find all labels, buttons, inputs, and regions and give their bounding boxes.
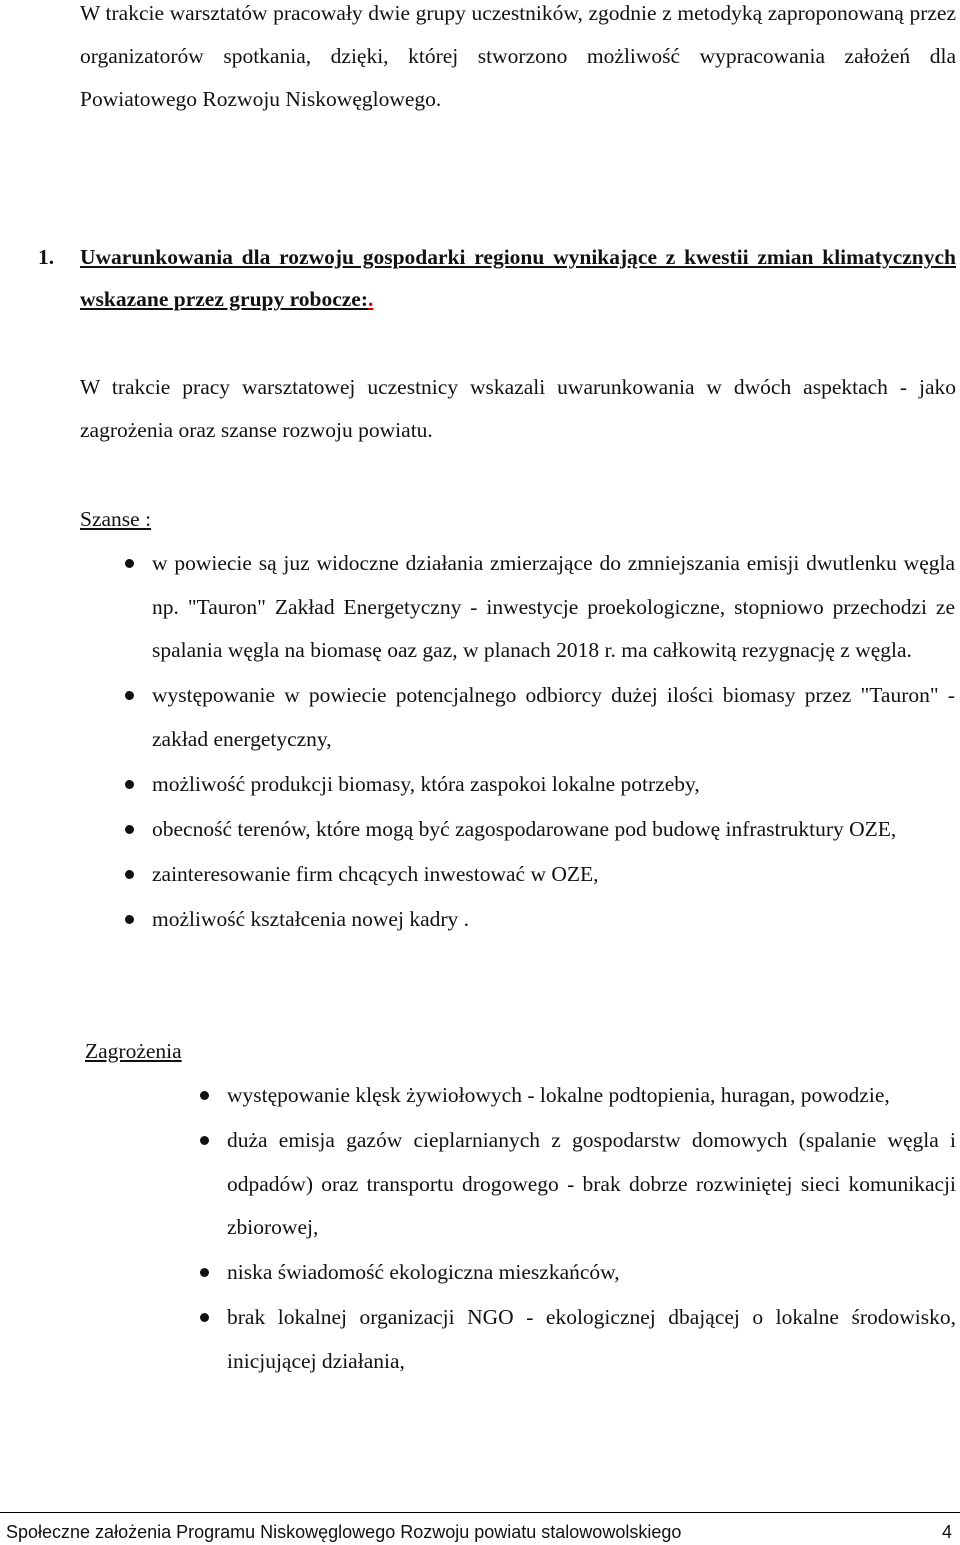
section-heading-end: . [368, 287, 374, 311]
bullet-icon [200, 1313, 209, 1322]
bullet-icon [200, 1091, 209, 1100]
list-item [152, 763, 955, 807]
list-item [227, 1119, 956, 1250]
page-number: 4 [941, 1522, 952, 1542]
section-heading-text: Uwarunkowania dla rozwoju gospodarki regionu wynikające z kwestii zmian klimatycznych wskazane przez grupy robocze: [80, 245, 956, 311]
list-item-text: możliwość produkcji biomasy, która zaspokoi lokalne potrzeby, [152, 771, 700, 796]
list-item [152, 898, 955, 942]
list-item-text: brak lokalnej organizacji NGO - ekologicznej dbającej o lokalne środowisko, inicjującej działania, [227, 1305, 956, 1373]
bullet-icon [200, 1136, 209, 1145]
list-item [152, 808, 955, 852]
list-item [152, 853, 955, 897]
list-item-text: występowanie klęsk żywiołowych - lokalne podtopienia, huragan, powodzie, [227, 1083, 890, 1107]
bullet-icon [200, 1268, 209, 1277]
footer-title: Społeczne założenia Programu Niskowęglowego Rozwoju powiatu stalowowolskiego [6, 1522, 682, 1542]
list-item-text: możliwość kształcenia nowej kadry . [152, 906, 470, 931]
section-number: 1. [38, 245, 55, 269]
list-item [152, 542, 955, 673]
bullet-icon [125, 825, 134, 834]
section-heading [38, 236, 956, 320]
szanse-list [152, 542, 955, 943]
list-item [227, 1251, 956, 1295]
list-item [227, 1296, 956, 1383]
list-item-text: duża emisja gazów cieplarnianych z gospodarstw domowych (spalanie węgla i odpadów) oraz transportu drogowego - brak dobrze rozwiniętej sieci komunikacji zbiorowej, [227, 1128, 956, 1239]
list-item-text: niska świadomość ekologiczna mieszkańców, [227, 1260, 620, 1284]
bullet-icon [125, 780, 134, 789]
bullet-icon [125, 691, 134, 700]
list-item-text: występowanie w powiecie potencjalnego odbiorcy dużej ilości biomasy przez "Tauron" - zakład energetyczny, [152, 683, 955, 751]
zagrozenia-label: Zagrożenia [85, 1039, 182, 1063]
bullet-icon [125, 870, 134, 879]
szanse-label: Szanse : [80, 507, 152, 531]
list-item-text: w powiecie są juz widoczne działania zmierzające do zmniejszania emisji dwutlenku węgla np. "Tauron" Zakład Energetyczny - inwestycje proekologiczne, stopniowo przechodzi ze spalania węgla na biomasę oaz gaz, w planach 2018 r. ma całkowitą rezygnację z węgla. [152, 551, 955, 662]
intro-paragraph: W trakcie warsztatów pracowały dwie grupy uczestników, zgodnie z metodyką zaproponowaną przez organizatorów spotkania, dzięki, której stworzono możliwość wypracowania założeń dla Powiatowego Rozwoju Niskowęglowego. [80, 1, 956, 111]
list-item [227, 1074, 956, 1118]
section-paragraph: W trakcie pracy warsztatowej uczestnicy wskazali uwarunkowania w dwóch aspektach - jako zagrożenia oraz szanse rozwoju powiatu. [80, 375, 956, 442]
list-item-text: zainteresowanie firm chcących inwestować w OZE, [152, 861, 599, 886]
list-item-text: obecność terenów, które mogą być zagospodarowane pod budowę infrastruktury OZE, [152, 816, 897, 841]
zagrozenia-list [227, 1074, 956, 1385]
list-item [152, 674, 955, 761]
bullet-icon [125, 915, 134, 924]
footer-divider [0, 1512, 960, 1513]
bullet-icon [125, 559, 134, 568]
